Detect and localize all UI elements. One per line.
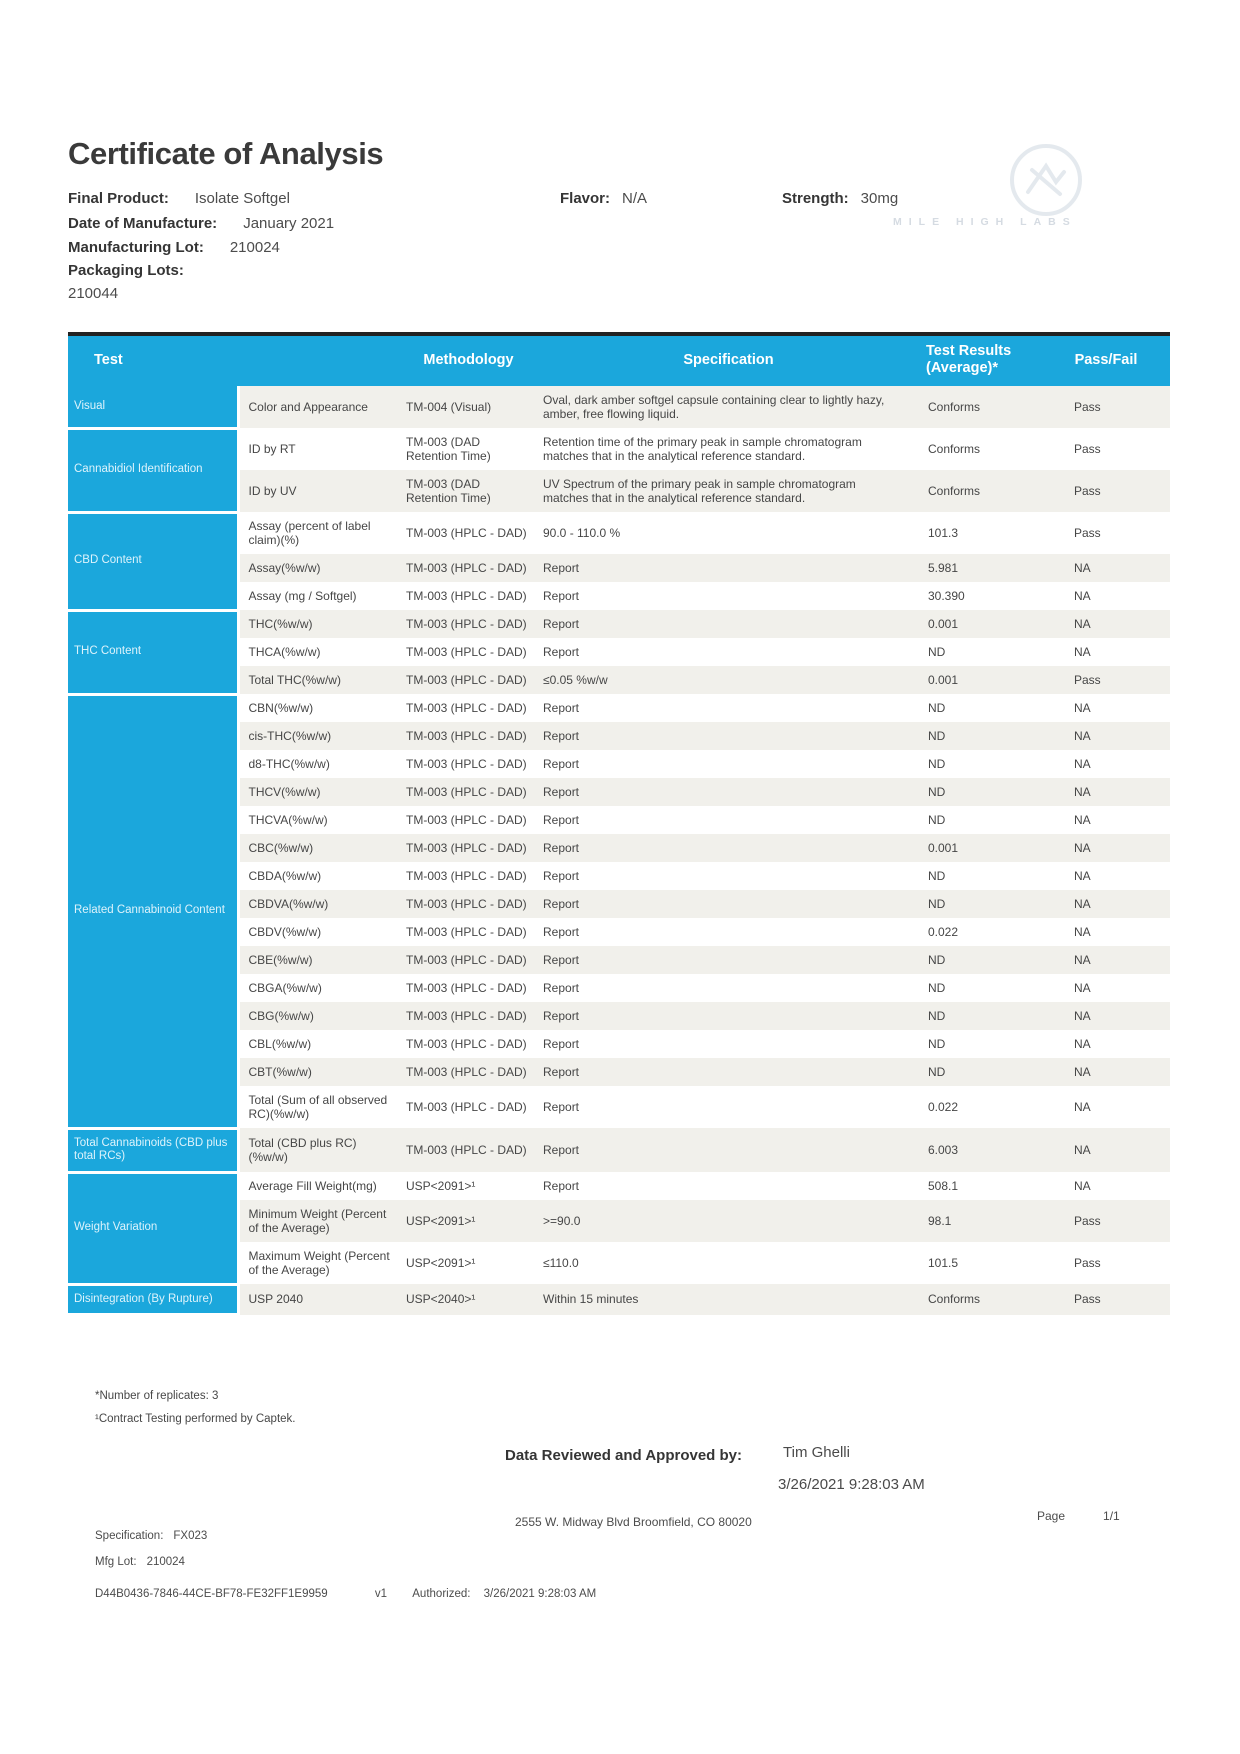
- test-cell: ID by RT: [248, 442, 296, 456]
- methodology-cell: TM-003 (HPLC - DAD): [400, 610, 537, 638]
- document-id: D44B0436-7846-44CE-BF78-FE32FF1E9959: [95, 1588, 328, 1600]
- packaging-lots-label: Packaging Lots:: [68, 262, 184, 279]
- result-cell: ND: [920, 1058, 1042, 1086]
- methodology-cell: TM-003 (HPLC - DAD): [400, 1002, 537, 1030]
- category-cell: Disintegration (By Rupture): [68, 1284, 238, 1315]
- result-cell: 5.981: [920, 554, 1042, 582]
- specification-cell: ≤110.0: [543, 1256, 579, 1270]
- passfail-cell: NA: [1074, 813, 1091, 827]
- test-cell: Total THC(%w/w): [238, 666, 400, 694]
- result-cell: ND: [920, 1002, 1042, 1030]
- result-cell: ND: [928, 981, 946, 995]
- test-cell: Total (Sum of all observed RC)(%w/w): [248, 1093, 388, 1121]
- methodology-cell: USP<2091>¹: [406, 1256, 476, 1270]
- methodology-cell: TM-003 (HPLC - DAD): [406, 981, 527, 995]
- date-of-manufacture-label: Date of Manufacture:: [68, 215, 218, 232]
- table-row: [68, 1172, 1170, 1200]
- column-header-pass-fail: Pass/Fail: [1042, 334, 1170, 386]
- table-row: [68, 1284, 1170, 1315]
- passfail-cell: NA: [1074, 1100, 1091, 1114]
- category-cell: THC Content: [68, 610, 238, 694]
- result-cell: ND: [920, 722, 1042, 750]
- passfail-cell: NA: [1074, 925, 1091, 939]
- date-of-manufacture-value: January 2021: [243, 215, 335, 232]
- table-row: [68, 512, 1170, 554]
- mfg-lot-line: [95, 1556, 185, 1568]
- packaging-lots-value: 210044: [68, 285, 119, 302]
- specification-cell: Report: [543, 1037, 580, 1051]
- category-cell: Weight Variation: [68, 1172, 238, 1284]
- result-cell: 0.001: [920, 666, 1042, 694]
- packaging-lots-line: [68, 262, 184, 279]
- result-cell: ND: [920, 778, 1042, 806]
- strength-line: [782, 190, 898, 207]
- test-cell: cis-THC(%w/w): [238, 722, 400, 750]
- test-cell: CBDVA(%w/w): [238, 890, 400, 918]
- approval-datetime: 3/26/2021 9:28:03 AM: [778, 1476, 925, 1493]
- test-cell: Assay (mg / Softgel): [248, 589, 357, 603]
- result-cell: 0.022: [928, 1100, 959, 1114]
- authorized-label: Authorized:: [412, 1588, 471, 1600]
- test-cell: CBT(%w/w): [238, 1058, 400, 1086]
- page-label: Page: [1037, 1509, 1066, 1523]
- flavor-value: N/A: [622, 190, 648, 207]
- test-cell: Assay (percent of label claim)(%): [248, 519, 371, 547]
- specification-cell: Report: [537, 1128, 920, 1172]
- footnote-replicates: *Number of replicates: 3: [95, 1390, 219, 1402]
- methodology-cell: TM-003 (HPLC - DAD): [406, 1100, 527, 1114]
- category-cell: Cannabidiol Identification: [68, 428, 238, 512]
- passfail-cell: Pass: [1042, 1200, 1170, 1242]
- page-title: Certificate of Analysis: [68, 136, 384, 171]
- column-header-test-results: [920, 334, 1042, 386]
- flavor-label: Flavor:: [560, 190, 611, 207]
- category-cell: Related Cannabinoid Content: [68, 694, 238, 1128]
- result-cell: 6.003: [920, 1128, 1042, 1172]
- specification-cell: Retention time of the primary peak in sample chromatogram matches that in the analytical reference standard.: [543, 435, 862, 463]
- approval-label: Data Reviewed and Approved by:: [505, 1447, 742, 1464]
- flavor-line: [560, 190, 647, 207]
- company-logo-watermark-icon: [1008, 142, 1084, 218]
- methodology-cell: TM-003 (HPLC - DAD): [406, 589, 527, 603]
- result-cell: ND: [928, 813, 946, 827]
- test-cell: THCA(%w/w): [248, 645, 321, 659]
- passfail-cell: Pass: [1042, 470, 1170, 512]
- passfail-cell: Pass: [1042, 386, 1170, 428]
- passfail-cell: NA: [1042, 1058, 1170, 1086]
- test-cell: CBDA(%w/w): [248, 869, 322, 883]
- page-value: 1/1: [1103, 1509, 1120, 1523]
- specification-cell: Report: [543, 645, 580, 659]
- manufacturing-lot-line: [68, 239, 280, 256]
- passfail-cell: NA: [1074, 1179, 1091, 1193]
- passfail-cell: Pass: [1074, 526, 1101, 540]
- table-row: [68, 1128, 1170, 1172]
- test-cell: Average Fill Weight(mg): [248, 1179, 377, 1193]
- specification-cell: Report: [543, 813, 580, 827]
- methodology-cell: TM-003 (HPLC - DAD): [406, 757, 527, 771]
- manufacturing-lot-label: Manufacturing Lot:: [68, 239, 204, 256]
- strength-value: 30mg: [860, 190, 899, 207]
- result-cell: 0.001: [920, 610, 1042, 638]
- passfail-cell: NA: [1042, 778, 1170, 806]
- final-product-label: Final Product:: [68, 190, 169, 207]
- specification-cell: Report: [543, 1100, 580, 1114]
- column-header-specification: Specification: [537, 334, 920, 386]
- specification-cell: Report: [537, 722, 920, 750]
- results-table-wrapper: [68, 332, 1170, 1316]
- test-cell: Minimum Weight (Percent of the Average): [238, 1200, 400, 1242]
- passfail-cell: Pass: [1042, 666, 1170, 694]
- table-row: [68, 610, 1170, 638]
- test-cell: CBE(%w/w): [238, 946, 400, 974]
- test-cell: CBL(%w/w): [248, 1037, 312, 1051]
- methodology-cell: TM-003 (HPLC - DAD): [406, 526, 527, 540]
- methodology-cell: TM-004 (Visual): [400, 386, 537, 428]
- result-cell: ND: [928, 757, 946, 771]
- authorized-datetime: 3/26/2021 9:28:03 AM: [483, 1588, 597, 1600]
- specification-cell: ≤0.05 %w/w: [537, 666, 920, 694]
- methodology-cell: TM-003 (DAD Retention Time): [400, 470, 537, 512]
- table-row: [68, 386, 1170, 428]
- methodology-cell: TM-003 (HPLC - DAD): [400, 778, 537, 806]
- footnote-contract-testing: ¹Contract Testing performed by Captek.: [95, 1413, 296, 1425]
- result-cell: 98.1: [920, 1200, 1042, 1242]
- category-cell: Visual: [68, 386, 238, 428]
- coa-table-body: [68, 386, 1170, 1315]
- specification-cell: UV Spectrum of the primary peak in sample chromatogram matches that in the analytical reference standard.: [537, 470, 920, 512]
- passfail-cell: NA: [1074, 757, 1091, 771]
- specification-cell: Report: [537, 946, 920, 974]
- category-cell: Total Cannabinoids (CBD plus total RCs): [68, 1128, 238, 1172]
- passfail-cell: NA: [1074, 589, 1091, 603]
- test-cell: CBGA(%w/w): [248, 981, 322, 995]
- specification-cell: Report: [543, 1179, 580, 1193]
- test-cell: CBC(%w/w): [238, 834, 400, 862]
- test-cell: ID by UV: [238, 470, 400, 512]
- column-header-test: Test: [68, 334, 400, 386]
- passfail-cell: NA: [1042, 610, 1170, 638]
- methodology-cell: TM-003 (HPLC - DAD): [406, 869, 527, 883]
- company-address: 2555 W. Midway Blvd Broomfield, CO 80020: [515, 1515, 752, 1529]
- methodology-cell: TM-003 (HPLC - DAD): [400, 946, 537, 974]
- passfail-cell: NA: [1042, 1002, 1170, 1030]
- test-cell: CBDV(%w/w): [248, 925, 322, 939]
- result-cell: 508.1: [928, 1179, 959, 1193]
- passfail-cell: NA: [1074, 869, 1091, 883]
- result-cell: ND: [928, 1037, 946, 1051]
- methodology-cell: TM-003 (HPLC - DAD): [406, 701, 527, 715]
- passfail-cell: NA: [1042, 1128, 1170, 1172]
- methodology-cell: TM-003 (HPLC - DAD): [406, 1037, 527, 1051]
- date-of-manufacture-line: [68, 215, 334, 232]
- passfail-cell: NA: [1042, 890, 1170, 918]
- column-header-test-results-line2: (Average)*: [926, 360, 998, 376]
- passfail-cell: NA: [1074, 701, 1091, 715]
- specification-cell: Report: [543, 869, 580, 883]
- test-cell: THCV(%w/w): [238, 778, 400, 806]
- methodology-cell: TM-003 (HPLC - DAD): [400, 1128, 537, 1172]
- specification-cell: Report: [537, 890, 920, 918]
- methodology-cell: TM-003 (HPLC - DAD): [406, 925, 527, 939]
- test-cell: Assay(%w/w): [238, 554, 400, 582]
- methodology-cell: TM-003 (HPLC - DAD): [400, 890, 537, 918]
- specification-cell: Report: [537, 778, 920, 806]
- table-header-row: [68, 334, 1170, 386]
- mfg-lot-value: 210024: [146, 1556, 185, 1568]
- strength-label: Strength:: [782, 190, 849, 207]
- passfail-cell: NA: [1042, 946, 1170, 974]
- specification-cell: >=90.0: [537, 1200, 920, 1242]
- test-cell: CBN(%w/w): [248, 701, 314, 715]
- result-cell: 0.001: [920, 834, 1042, 862]
- result-cell: 101.3: [928, 526, 959, 540]
- specification-cell: Report: [543, 925, 580, 939]
- specification-cell: Oval, dark amber softgel capsule containing clear to lightly hazy, amber, free flowing liquid.: [537, 386, 920, 428]
- passfail-cell: NA: [1042, 834, 1170, 862]
- methodology-cell: USP<2091>¹: [400, 1200, 537, 1242]
- result-cell: 30.390: [928, 589, 965, 603]
- specification-cell: Report: [543, 701, 580, 715]
- coa-table: [68, 332, 1170, 1316]
- document-id-line: [95, 1588, 596, 1600]
- final-product-line: [68, 190, 290, 207]
- passfail-cell: NA: [1074, 1037, 1091, 1051]
- result-cell: 101.5: [928, 1256, 959, 1270]
- specification-cell: 90.0 - 110.0 %: [543, 526, 621, 540]
- specification-cell: Report: [543, 981, 580, 995]
- methodology-cell: TM-003 (HPLC - DAD): [400, 554, 537, 582]
- mfg-lot-label: Mfg Lot:: [95, 1556, 137, 1568]
- specification-label: Specification:: [95, 1530, 164, 1542]
- specification-line: [95, 1530, 207, 1542]
- specification-cell: Report: [543, 589, 580, 603]
- methodology-cell: TM-003 (HPLC - DAD): [400, 722, 537, 750]
- passfail-cell: NA: [1042, 554, 1170, 582]
- document-version: v1: [374, 1588, 388, 1600]
- result-cell: ND: [928, 645, 946, 659]
- test-cell: Total (CBD plus RC)(%w/w): [238, 1128, 400, 1172]
- test-cell: CBG(%w/w): [238, 1002, 400, 1030]
- column-header-test-results-line1: Test Results: [926, 343, 1012, 359]
- test-cell: USP 2040: [238, 1284, 400, 1315]
- result-cell: ND: [928, 869, 946, 883]
- passfail-cell: Pass: [1074, 1256, 1101, 1270]
- passfail-cell: Pass: [1042, 1284, 1170, 1315]
- result-cell: ND: [920, 946, 1042, 974]
- passfail-cell: Pass: [1074, 442, 1101, 456]
- methodology-cell: USP<2091>¹: [406, 1179, 476, 1193]
- methodology-cell: TM-003 (DAD Retention Time): [406, 435, 491, 463]
- result-cell: Conforms: [928, 442, 981, 456]
- result-cell: Conforms: [920, 1284, 1042, 1315]
- table-row: [68, 694, 1170, 722]
- passfail-cell: NA: [1074, 645, 1091, 659]
- table-row: [68, 428, 1170, 470]
- specification-cell: Report: [543, 757, 580, 771]
- final-product-value: Isolate Softgel: [194, 190, 290, 207]
- passfail-cell: NA: [1042, 722, 1170, 750]
- methodology-cell: TM-003 (HPLC - DAD): [400, 666, 537, 694]
- column-header-methodology: Methodology: [400, 334, 537, 386]
- specification-cell: Report: [537, 610, 920, 638]
- packaging-lot-value-line: [68, 285, 118, 302]
- result-cell: 0.022: [928, 925, 959, 939]
- specification-cell: Report: [537, 834, 920, 862]
- specification-cell: Report: [537, 554, 920, 582]
- result-cell: Conforms: [920, 470, 1042, 512]
- methodology-cell: TM-003 (HPLC - DAD): [400, 1058, 537, 1086]
- methodology-cell: USP<2040>¹: [400, 1284, 537, 1315]
- methodology-cell: TM-003 (HPLC - DAD): [400, 834, 537, 862]
- specification-cell: Report: [537, 1002, 920, 1030]
- result-cell: ND: [928, 701, 946, 715]
- test-cell: THCVA(%w/w): [248, 813, 328, 827]
- test-cell: Color and Appearance: [238, 386, 400, 428]
- approver-name: Tim Ghelli: [783, 1444, 850, 1461]
- test-cell: THC(%w/w): [238, 610, 400, 638]
- test-cell: Maximum Weight (Percent of the Average): [248, 1249, 390, 1277]
- test-cell: d8-THC(%w/w): [248, 757, 330, 771]
- category-cell: CBD Content: [68, 512, 238, 610]
- methodology-cell: TM-003 (HPLC - DAD): [406, 645, 527, 659]
- manufacturing-lot-value: 210024: [229, 239, 280, 256]
- company-watermark-text: MILE HIGH LABS: [893, 216, 1077, 228]
- specification-value: FX023: [173, 1530, 208, 1542]
- result-cell: Conforms: [920, 386, 1042, 428]
- methodology-cell: TM-003 (HPLC - DAD): [406, 813, 527, 827]
- passfail-cell: NA: [1074, 981, 1091, 995]
- page-indicator: [1037, 1509, 1120, 1523]
- result-cell: ND: [920, 890, 1042, 918]
- specification-cell: Within 15 minutes: [537, 1284, 920, 1315]
- specification-cell: Report: [537, 1058, 920, 1086]
